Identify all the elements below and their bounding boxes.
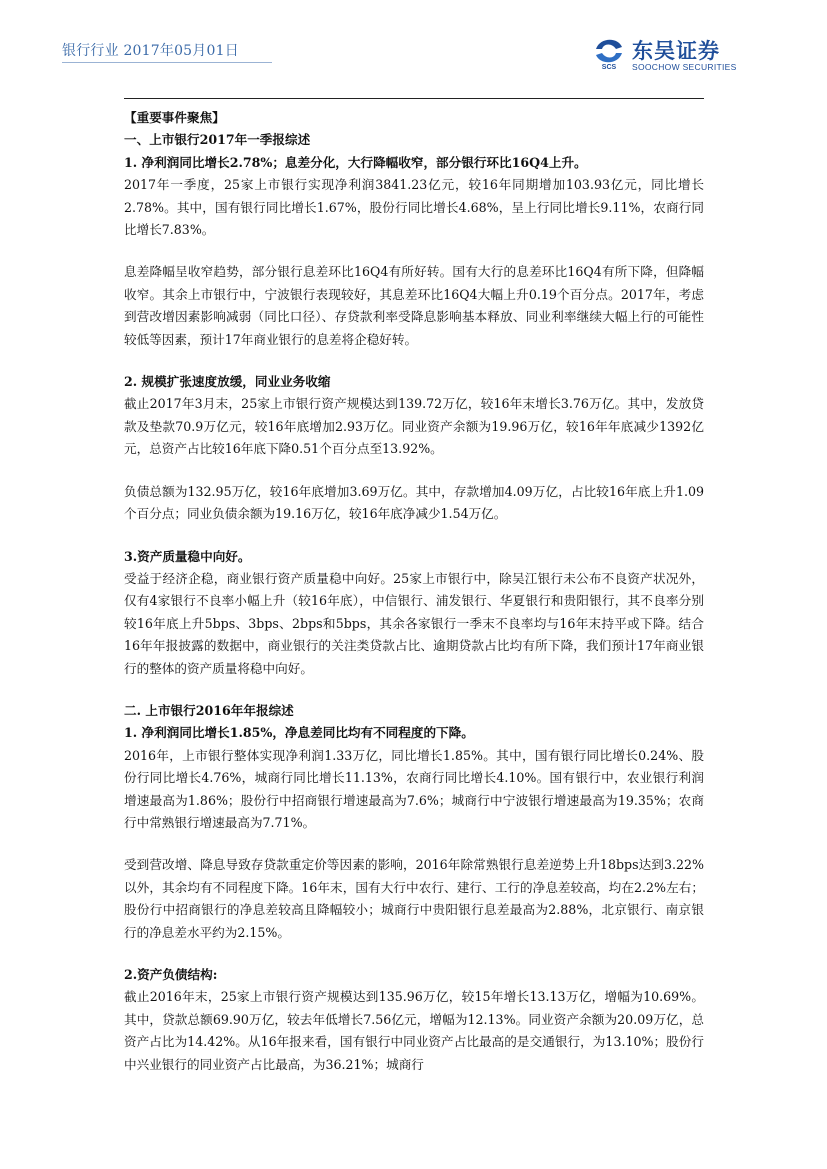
- section-2-paragraph-3: 截止2016年末，25家上市银行资产规模达到135.96万亿，较15年增长13.13万亿，增幅为10.69%。其中，贷款总额69.90万亿，较去年低增长7.56亿元，增幅为12.13%。同业资产余额为20.09万亿，总资产占比为14.42%。从16年报来看，国有银行中同业资产占比最高的是交通银行，为13.10%；股份行中兴业银行的同业资产占比最高，为36.21%；城商行: [124, 989, 704, 1072]
- section-1-sub-3: 3.资产质量稳中向好。: [124, 548, 251, 564]
- section-1-paragraph-1: 2017年一季度，25家上市银行实现净利润3841.23亿元，较16年同期增加103.93亿元，同比增长2.78%。其中，国有银行同比增长1.67%，股份行同比增长4.68%，呈上行同比增长9.11%，农商行同比增长7.83%。: [124, 177, 704, 238]
- section-1-paragraph-3: 截止2017年3月末，25家上市银行资产规模达到139.72万亿，较16年末增长3.76万亿。其中，发放贷款及垫款70.9万亿元，较16年底增加2.93万亿。同业资产余额为19.96万亿，较16年年底减少1392亿元，总资产占比较16年底下降0.51个百分点至13.92%。: [124, 396, 704, 457]
- focus-heading: 【重要事件聚焦】: [124, 110, 225, 125]
- section-1-sub-2: 2. 规模扩张速度放缓，同业业务收缩: [124, 374, 331, 390]
- section-2-sub-2: 2.资产负债结构:: [124, 967, 218, 982]
- scs-logo-icon: [592, 35, 626, 71]
- section-2-paragraph-2: 受到营改增、降息导致存贷款重定价等因素的影响，2016年除常熟银行息差逆势上升18bps达到3.22%以外，其余均有不同程度下降。16年末，国有大行中农行、建行、工行的净息差较高，均在2.2%左右；股份行中招商银行的净息差较高且降幅较小；城商行中贵阳银行息差最高为2.88%，北京银行、南京银行的净息差水平约为2.15%。: [124, 857, 704, 940]
- logo-chinese-name: 东吴证券: [632, 39, 720, 63]
- section-1-paragraph-5: 受益于经济企稳，商业银行资产质量稳中向好。25家上市银行中，除吴江银行未公布不良资产状况外，仅有4家银行不良率小幅上升（较16年底），中信银行、浦发银行、华夏银行和贵阳银行，其不良率分别较16年底上升5bps、3bps、2bps和5bps，其余各家银行一季末不良率均与16年末持平或下降。结合16年年报披露的数据中，商业银行的关注类贷款占比、逾期贷款占比均有所下降，我们预计17年商业银行的整体的资产质量将稳中向好。: [124, 570, 704, 676]
- section-2-title: 二. 上市银行2016年年报综述: [124, 702, 294, 718]
- header-underline: [62, 62, 272, 63]
- section-1-paragraph-2: 息差降幅呈收窄趋势，部分银行息差环比16Q4有所好转。国有大行的息差环比16Q4有所下降，但降幅收窄。其余上市银行中，宁波银行表现较好，其息差环比16Q4大幅上升0.19个百分点。2017年，考虑到营改增因素影响减弱（同比口径）、存贷款利率受降息影响基本释放、同业利率继续大幅上行的可能性较低等因素，预计17年商业银行的息差将企稳好转。: [124, 264, 705, 347]
- svg-text:SCS: SCS: [601, 64, 617, 71]
- header-title: 银行行业 2017年05月01日: [62, 43, 239, 59]
- report-body: [124, 107, 704, 1076]
- section-1-paragraph-4: 负债总额为132.95万亿，较16年底增加3.69万亿。其中，存款增加4.09万亿，占比较16年底上升1.09个百分点；同业负债余额为19.16万亿，较16年底净减少1.54万亿。: [124, 483, 704, 522]
- header-rule: [124, 98, 704, 99]
- section-2-sub-1: 1. 净利润同比增长1.85%，净息差同比均有不同程度的下降。: [124, 725, 474, 741]
- section-1-title: 一、上市银行2017年一季报综述: [124, 132, 311, 148]
- logo-english-name: SOOCHOW SECURITIES: [632, 62, 737, 72]
- section-2-paragraph-1: 2016年，上市银行整体实现净利润1.33万亿，同比增长1.85%。其中，国有银行同比增长0.24%、股份行同比增长4.76%，城商行同比增长11.13%，农商行同比增长4.10%。国有银行中，农业银行利润增速最高为1.86%；股份行中招商银行增速最高为7.6%；城商行中宁波银行增速最高为19.35%；农商行中常熟银行增速最高为7.71%。: [124, 747, 704, 830]
- section-1-sub-1: 1. 净利润同比增长2.78%；息差分化，大行降幅收窄，部分银行环比16Q4上升。: [124, 154, 587, 170]
- company-logo: [592, 35, 772, 75]
